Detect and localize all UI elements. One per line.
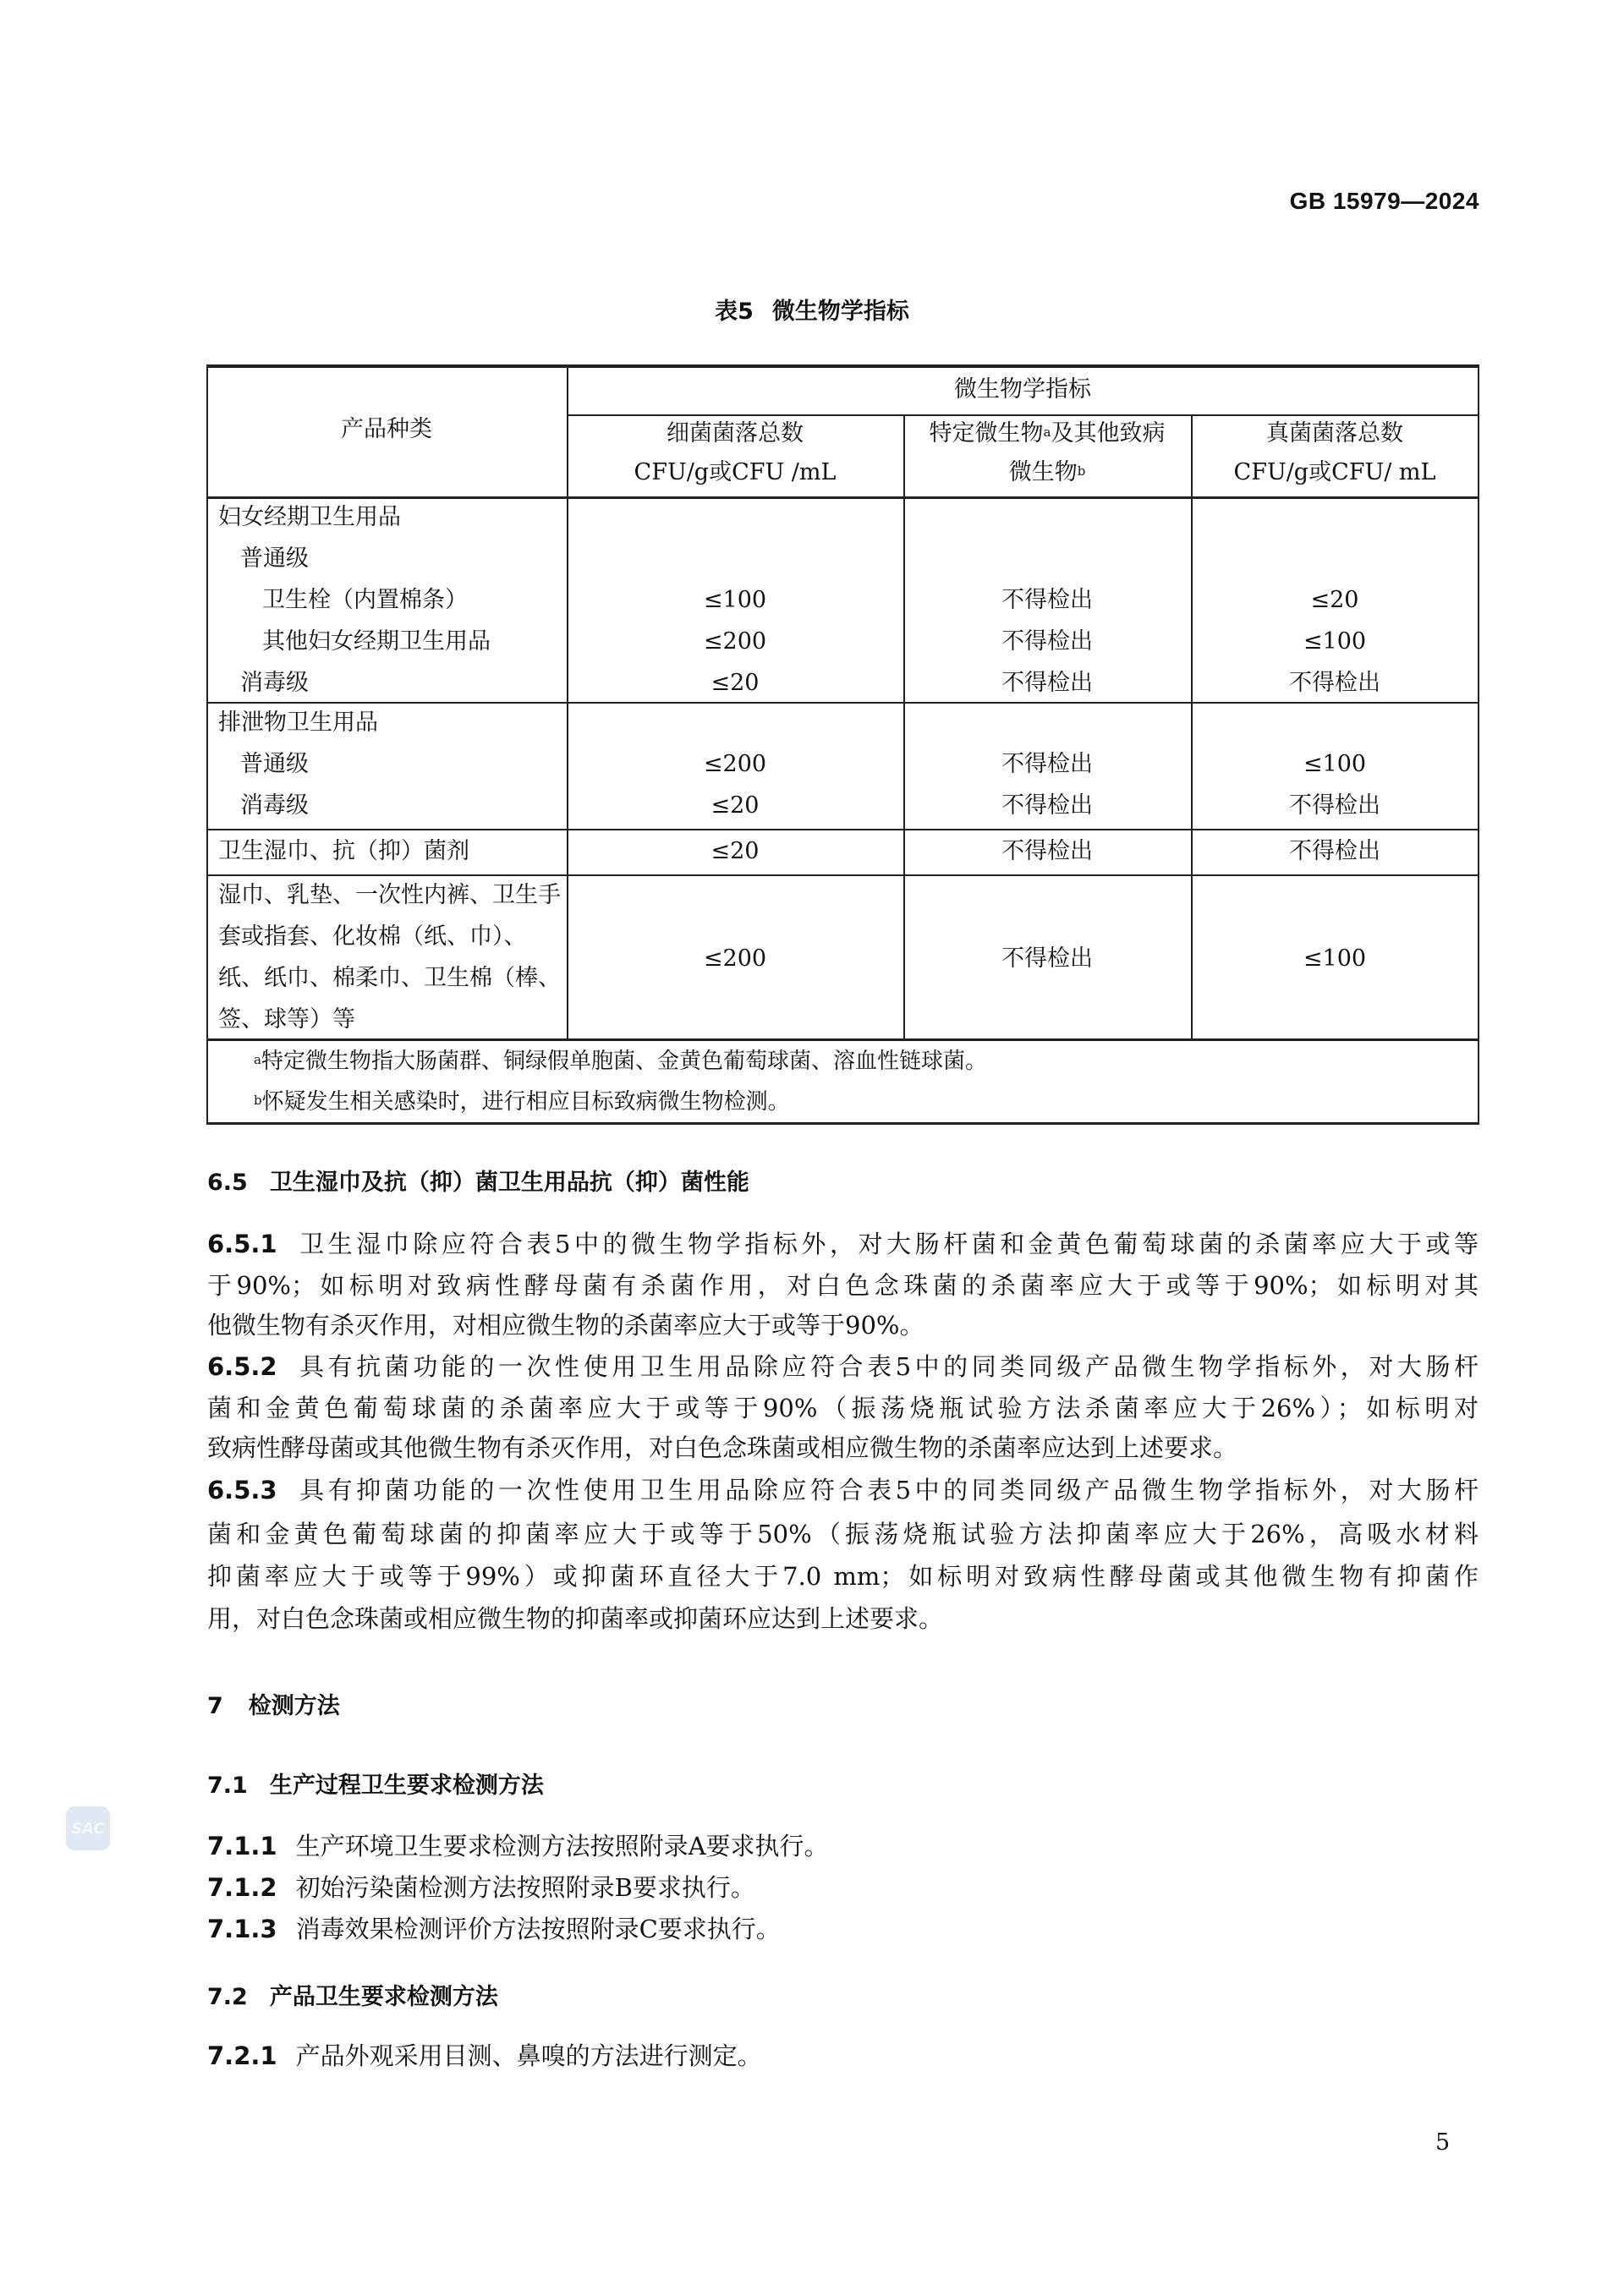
clause-number: 7.1.3 <box>207 1915 277 1943</box>
table-footnote-b <box>254 1089 790 1115</box>
header-split-line <box>567 414 1479 416</box>
footnote-b-text: 怀疑发生相关感染时，进行相应目标致病微生物检测。 <box>261 1089 790 1115</box>
table-top-border <box>206 364 1479 368</box>
clause-text: 具有抗菌功能的一次性使用卫生用品除应符合表5中的同类同级产品微生物学指标外，对大肠杆 <box>295 1352 1479 1381</box>
value-fungi: 不得检出 <box>1289 792 1380 819</box>
value-bacteria: ≤20 <box>710 792 760 819</box>
footnote-mark-a: a <box>1043 425 1051 440</box>
header-pathogens-part2: 及其他致病 <box>1051 420 1166 447</box>
table-left-border <box>206 364 208 1125</box>
clause-6-5-3-line-4: 用，对白色念珠菌或相应微生物的抑菌率或抑菌环应达到上述要求。 <box>207 1604 944 1633</box>
section-title: 产品卫生要求检测方法 <box>269 1984 498 2010</box>
value-pathogens: 不得检出 <box>1001 587 1093 613</box>
footnote-a-mark: a <box>254 1052 261 1067</box>
category-feminine-hygiene: 妇女经期卫生用品 <box>218 504 401 530</box>
col-divider-2 <box>903 414 905 1040</box>
clause-7-1-1 <box>207 1832 1479 1860</box>
value-pathogens: 不得检出 <box>1001 792 1093 819</box>
clause-6-5-2-line-2: 菌和金黄色葡萄球菌的杀菌率应大于或等于90%（振荡烧瓶试验方法杀菌率应大于26%）；如标明对 <box>207 1394 1479 1422</box>
clause-number: 6.5.2 <box>207 1352 277 1381</box>
value-fungi: ≤20 <box>1310 587 1359 613</box>
row-label-other-feminine: 其他妇女经期卫生用品 <box>262 628 491 655</box>
clause-6-5-3-line-3: 抑菌率应大于或等于99%）或抑菌环直径大于7.0 mm；如标明对致病性酵母菌或其他微生物有抑菌作 <box>207 1562 1479 1591</box>
section-number: 7.2 <box>207 1984 248 2010</box>
category-wet-wipes-antibacterial: 卫生湿巾、抗（抑）菌剂 <box>218 838 469 864</box>
clause-7-1-3 <box>207 1915 1479 1943</box>
section-7-2-heading <box>207 1978 498 2011</box>
clause-6-5-1-line-1 <box>207 1230 1479 1258</box>
header-bacteria-unit: CFU/g或CFU /mL <box>634 459 837 485</box>
footnote-line <box>206 1038 1479 1041</box>
header-pathogens-part3: 微生物 <box>1008 459 1078 485</box>
clause-text: 具有抑菌功能的一次性使用卫生用品除应符合表5中的同类同级产品微生物学指标外，对大肠杆 <box>295 1476 1479 1504</box>
row-label-ordinary-grade: 普通级 <box>240 751 309 777</box>
value-pathogens: 不得检出 <box>1001 838 1093 864</box>
row-label-ordinary-grade: 普通级 <box>240 545 309 572</box>
section-7-1-heading <box>207 1767 544 1800</box>
category-misc-line-2: 套或指套、化妆棉（纸、巾）、 <box>218 923 527 950</box>
value-bacteria: ≤200 <box>703 945 767 972</box>
clause-text: 初始污染菌检测方法按照附录B要求执行。 <box>295 1873 755 1902</box>
clause-7-2-1 <box>207 2041 1479 2070</box>
clause-6-5-3-line-2: 菌和金黄色葡萄球菌的抑菌率应大于或等于50%（振荡烧瓶试验方法抑菌率应大于26%，高吸水材料 <box>207 1520 1479 1548</box>
footnote-b-mark: b <box>254 1093 262 1108</box>
value-bacteria: ≤200 <box>703 751 767 777</box>
header-pathogens-line2 <box>1009 460 1086 485</box>
value-bacteria: ≤20 <box>710 670 760 696</box>
value-fungi: 不得检出 <box>1289 670 1380 696</box>
table-title <box>0 293 1624 326</box>
row-label-tampon: 卫生栓（内置棉条） <box>262 587 468 613</box>
value-bacteria: ≤100 <box>703 587 767 613</box>
section-title: 生产过程卫生要求检测方法 <box>269 1773 544 1799</box>
clause-number: 6.5.1 <box>207 1230 277 1258</box>
category-misc-line-3: 纸、纸巾、棉柔巾、卫生棉（棒、 <box>218 965 561 991</box>
category-misc-line-4: 签、球等）等 <box>218 1006 355 1033</box>
clause-6-5-1-line-2: 于90%；如标明对致病性酵母菌有杀菌作用，对白色念珠菌的杀菌率应大于或等于90%；如标明对其 <box>207 1271 1479 1300</box>
value-fungi: 不得检出 <box>1289 838 1380 864</box>
page-number: 5 <box>1435 2129 1451 2156</box>
footnote-a-text: 特定微生物指大肠菌群、铜绿假单胞菌、金黄色葡萄球菌、溶血性链球菌。 <box>261 1049 987 1074</box>
category-excreta-hygiene: 排泄物卫生用品 <box>218 710 378 736</box>
header-group-microbiological: 微生物学指标 <box>954 376 1091 403</box>
value-pathogens: 不得检出 <box>1001 670 1093 696</box>
clause-number: 7.1.2 <box>207 1873 277 1902</box>
header-bacteria-title: 细菌菌落总数 <box>667 420 804 447</box>
table-right-border <box>1478 364 1479 1125</box>
section-number: 7.1 <box>207 1773 248 1799</box>
header-fungi-title: 真菌菌落总数 <box>1266 420 1403 447</box>
header-fungi-unit: CFU/g或CFU/ mL <box>1233 459 1436 485</box>
clause-6-5-2-line-1 <box>207 1352 1479 1381</box>
section-line-1 <box>206 702 1479 704</box>
table-bottom-border <box>206 1122 1479 1125</box>
section-7-heading <box>207 1687 340 1720</box>
section-line-2 <box>206 829 1479 830</box>
table-title-text: 微生物学指标 <box>771 299 909 325</box>
value-fungi: ≤100 <box>1303 628 1367 655</box>
footnote-mark-b: b <box>1077 463 1086 479</box>
clause-text: 生产环境卫生要求检测方法按照附录A要求执行。 <box>295 1832 829 1860</box>
value-pathogens: 不得检出 <box>1001 751 1093 777</box>
clause-6-5-1-line-3: 他微生物有杀灭作用，对相应微生物的杀菌率应大于或等于90%。 <box>207 1311 924 1340</box>
row-label-disinfection-grade: 消毒级 <box>240 670 309 696</box>
clause-text: 产品外观采用目测、鼻嗅的方法进行测定。 <box>295 2041 762 2070</box>
clause-number: 7.1.1 <box>207 1832 277 1860</box>
value-pathogens: 不得检出 <box>1001 628 1093 655</box>
header-bottom-line <box>206 496 1479 499</box>
section-line-3 <box>206 874 1479 876</box>
microbiological-indicators-table <box>206 364 1479 1125</box>
section-title: 检测方法 <box>248 1693 340 1719</box>
header-product-category: 产品种类 <box>341 416 432 442</box>
sac-watermark-logo: SAC <box>66 1806 110 1850</box>
col-divider-3 <box>1191 414 1193 1040</box>
header-pathogens-title <box>930 421 1166 447</box>
section-title: 卫生湿巾及抗（抑）菌卫生用品抗（抑）菌性能 <box>269 1170 749 1196</box>
value-pathogens: 不得检出 <box>1001 945 1093 972</box>
clause-number: 7.2.1 <box>207 2041 277 2070</box>
section-number: 6.5 <box>207 1170 248 1196</box>
standard-code: GB 15979—2024 <box>1289 188 1479 214</box>
header-pathogens-part1: 特定微生物 <box>929 420 1044 447</box>
value-fungi: ≤100 <box>1303 945 1367 972</box>
clause-6-5-3-line-1 <box>207 1476 1479 1504</box>
category-misc-line-1: 湿巾、乳垫、一次性内裤、卫生手 <box>218 882 561 908</box>
section-6-5-heading <box>207 1164 749 1197</box>
clause-number: 6.5.3 <box>207 1476 277 1504</box>
value-bacteria: ≤20 <box>710 838 760 864</box>
clause-text: 卫生湿巾除应符合表5中的微生物学指标外，对大肠杆菌和金黄色葡萄球菌的杀菌率应大于或等 <box>295 1230 1479 1258</box>
value-fungi: ≤100 <box>1303 751 1367 777</box>
clause-6-5-2-line-3: 致病性酵母菌或其他微生物有杀灭作用，对白色念珠菌或相应微生物的杀菌率应达到上述要求。 <box>207 1433 1238 1462</box>
row-label-disinfection-grade: 消毒级 <box>240 792 309 819</box>
table-number: 表5 <box>715 299 754 325</box>
clause-7-1-2 <box>207 1873 1479 1902</box>
section-number: 7 <box>207 1693 223 1719</box>
clause-text: 消毒效果检测评价方法按照附录C要求执行。 <box>295 1915 781 1943</box>
table-footnote-a <box>254 1049 987 1074</box>
value-bacteria: ≤200 <box>703 628 767 655</box>
